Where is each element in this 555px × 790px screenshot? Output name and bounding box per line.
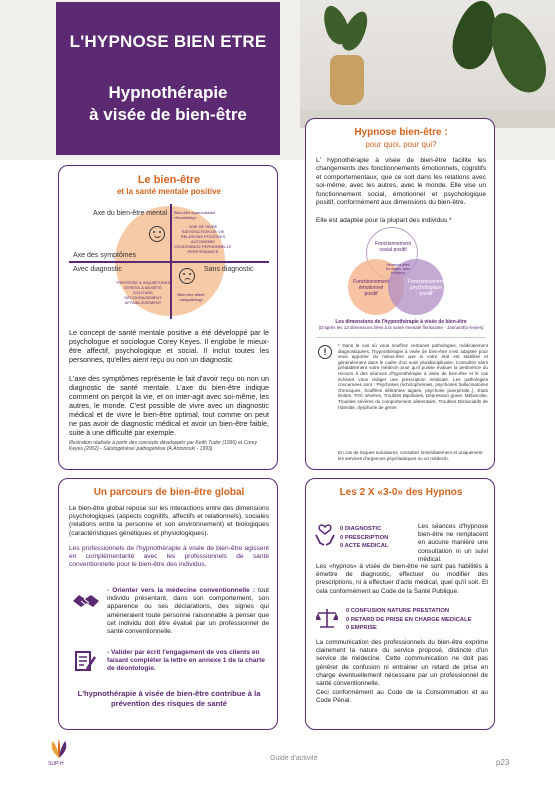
zero-list-1 bbox=[340, 525, 418, 551]
zero-list-2 bbox=[346, 607, 494, 633]
vase-image bbox=[330, 55, 364, 105]
quadrant-flourishing-items: JOIE DE VIVRE SATISFACTION DE VIE RELATIONS POSITIVES AUTONOMIE CROISSANCE PERSONNELLE PERFORMANCE bbox=[174, 224, 232, 254]
panel-zero bbox=[305, 478, 495, 730]
venn-caption: Les dimensions de l'hypnothérapie à visée de bien-être bbox=[335, 319, 467, 325]
smiley-happy-icon bbox=[149, 226, 165, 242]
paragraph: La communication des professionnels du bien-être exprime clairement la nature du service proposé, distincte d'un service de médecine. Cette communication ne doit pas générer de confusion ni entrainer un retard de prise en charge éventuellement nécessaire par un professionnel de santé conventionnelle. bbox=[316, 639, 488, 688]
paragraph: Ceci conformément au Code de la Consommation et au Code Pénal. bbox=[316, 689, 488, 705]
page-title: L'HYPNOSE BIEN ETRE bbox=[69, 32, 267, 51]
pen-paper-icon bbox=[73, 649, 97, 673]
quadrant-languishing-items: TRISTESSE & INQUIÉTUDES STRESS & ANXIÉTÉ SOLITUDE DÉCOURAGEMENT AFFAIBLISSEMENT bbox=[115, 280, 171, 305]
panel-heading: Hypnose bien-être : bbox=[354, 127, 448, 138]
panel-heading: Les 2 X «3-0» des Hypnos bbox=[339, 487, 463, 498]
illustration-note: Illustration réalisée à partir des concepts développés par Keith Tudor (1996) et Corey Keyes (2002) - Salutogénèse/ pathogénèse (A.Antonoski - 1993) bbox=[69, 440, 258, 452]
panel-heading: Le bien-être bbox=[137, 174, 201, 186]
page-subtitle bbox=[64, 82, 272, 126]
zero-list-item: 0 PRESCRIPTION bbox=[340, 534, 389, 541]
exclamation-icon: ! bbox=[318, 345, 332, 359]
zero-list-item: 0 DIAGNOSTIC bbox=[340, 526, 382, 532]
item-orient-text: tout individu présentant, dans son comportement, son apparence ou ses déclarations, des signes qui amèneraient toute personne raisonnable à penser que cet individu doit être évalué par un professionnel de santé conventionnelle. bbox=[107, 587, 269, 636]
axis-label-symptoms: Axe des symptômes bbox=[73, 252, 137, 259]
venn-label-psychological: Fonctionnement psychologique positif bbox=[408, 279, 444, 297]
divider bbox=[316, 337, 486, 338]
quadrant-altered-label: Bien-être altéré «languishing» bbox=[177, 292, 205, 302]
zero-list-item: 0 RETARD DE PRISE EN CHARGE MEDICALE bbox=[346, 616, 472, 623]
zero-list-1-text: Les séances d'hypnose bien-être ne remplacent en aucune manière une consultation ni un suivi médical. bbox=[418, 523, 488, 563]
warning-text-urgent: En cas de risques suicidaires, consultez immédiatement et uniquement les services d'urgences psychiatriques ou un médecin. bbox=[338, 450, 483, 461]
venn-label-social: Fonctionnement social positif bbox=[375, 241, 411, 253]
horizontal-axis bbox=[69, 261, 269, 263]
page-number: p23 bbox=[496, 758, 510, 767]
subtitle-line: à visée de bien-être bbox=[89, 105, 247, 124]
panel-parcours bbox=[58, 478, 278, 730]
zero-list-item: 0 ACTE MEDICAL bbox=[340, 543, 389, 549]
warning-text: * Dans le cas où vous souffrez certaines pathologies, médicalement diagnostiquées, l'hypnothérapie à visée de bien-être n'est adaptée pour vous apporter du mieux-être que si votre état est stabilisé et généralement dans le cadre d'un suivi pluridisciplinaire. Consultez alors préalablement votre médecin pour qu'il puisse évaluer la pertinence du recours à des séances d'hypnothérapie à visée de bien-être et le cas échéant vous rédiger une prescription médicale. Les pathologies concernées sont : Psychoses (schizophrénies, psychoses hallucinatoires chroniques, bouffées délirantes aigües, psychose puerpérale..), États limites, TOC sévères, Troubles Bipolaires, Dépression grave, Mélancolie, Troubles sévères du comportement alimentaire, Troubles Dissociatifs de l'identité, dysphorie de genre. bbox=[338, 343, 488, 410]
scales-icon bbox=[316, 607, 338, 631]
item-orient bbox=[107, 587, 269, 636]
label-without-diagnosis: Sans diagnostic bbox=[204, 266, 254, 273]
item-validate-label: - Valider par écrit l'engagement de vos clients en faisant compléter la lettre en annexe 1 de la charte de déontologie. bbox=[107, 649, 265, 673]
logo-text: SUP-H bbox=[48, 761, 64, 767]
venn-label-center: Relations avec les autres, avec le monde bbox=[385, 263, 411, 275]
venn-caption-source: (D'après les 13 dimensions liées à la santé mentale florissante - Jasnan/Ex Keyes) bbox=[318, 325, 484, 330]
hands-heart-icon bbox=[314, 523, 336, 547]
panel-subheading: et la santé mentale positive bbox=[116, 187, 222, 196]
axis-label-mental: Axe du bien-être mental bbox=[93, 210, 168, 217]
title-box bbox=[56, 2, 280, 155]
paragraph: L'axe des symptômes représente le fait d'avoir reçu ou non un diagnostic de santé mentale. L'axe du bien-être indique comment on perçoit la vie, et on inter-agit avec soi-même, les autres, le monde. C'est possible de vivre avec un diagnostic médical et de vivre le bien-être optimal, tout comme on peut ne pas avoir de diagnostic médical et avoir un bien-être faible, suite à une difficulté par exemple. bbox=[69, 374, 269, 437]
subtitle-line: Hypnothérapie bbox=[108, 83, 228, 102]
zero-list-item: 0 CONFUSION NATURE PRESTATION bbox=[346, 608, 450, 614]
handshake-icon bbox=[71, 589, 101, 611]
item-orient-label: - Orienter vers la médecine conventionnelle : bbox=[107, 587, 255, 594]
paragraph: L' hypnothérapie à visée de bien-être facilite les changements des fonctionnements émotionnels, cognitifs et comportementaux, que ce soit dans les relations avec soi-même, avec les autres, avec le monde. Elle vise un fonctionnement social, émotionnel et psychologique positif, conformément aux dimensions du bien-être. bbox=[316, 157, 486, 207]
zero-list-item: 0 EMPRISE bbox=[346, 625, 377, 631]
paragraph: Le bien-être global repose sur les interactions entre des dimensions psychologiques (aspects cognitifs, affectifs et relationnels), sociales (relations entre la personne et son environnement) et biologiques (caractéristiques génétiques et physiologiques). bbox=[69, 505, 269, 537]
panel-heading: Un parcours de bien-être global bbox=[93, 487, 245, 498]
conclusion: L'hypnothérapie à visée de bien-être contribue à la prévention des risques de santé bbox=[77, 689, 261, 708]
quadrant-flourishing-title: Bien-être épanouissant «flourishing» bbox=[174, 210, 216, 220]
panel-pourquoi bbox=[305, 118, 495, 470]
footer-center: Guide d'activité bbox=[270, 755, 318, 762]
panel-bien-etre bbox=[58, 165, 278, 470]
paragraph-highlight: Les professionnels de l'hypnothérapie à visée de bien-être agissent en complémentarité avec les professionnels de santé conventionnelle pour le bien-être des individus. bbox=[69, 545, 269, 569]
logo-icon bbox=[48, 738, 70, 760]
paragraph-end: Elle est adaptée pour la plupart des individus * bbox=[316, 217, 452, 224]
paragraph: Les «hypnos» à visée de bien-être ne sont pas habilités à émettre de diagnostic, effectuer ou modifier des prescriptions, ni à effectuer d'acte médical, quel qu'il soit. Et cela conformément au Code de la Santé Publique. bbox=[316, 563, 488, 595]
item-validate bbox=[107, 649, 269, 674]
smiley-sad-icon bbox=[179, 268, 195, 284]
paragraph: Le concept de santé mentale positive a été développé par le psychologue et sociologue Corey Keyes. Il englobe le mieux-être affectif, psychologique et social. Il inclut toutes les personnes, qu'elles aient reçu ou non un diagnostic bbox=[69, 328, 269, 364]
venn-label-emotional: Fonctionnement émotionnel positif bbox=[353, 279, 389, 297]
panel-subheading: pour quoi, pour qui? bbox=[365, 140, 437, 149]
label-with-diagnosis: Avec diagnostic bbox=[73, 266, 122, 273]
